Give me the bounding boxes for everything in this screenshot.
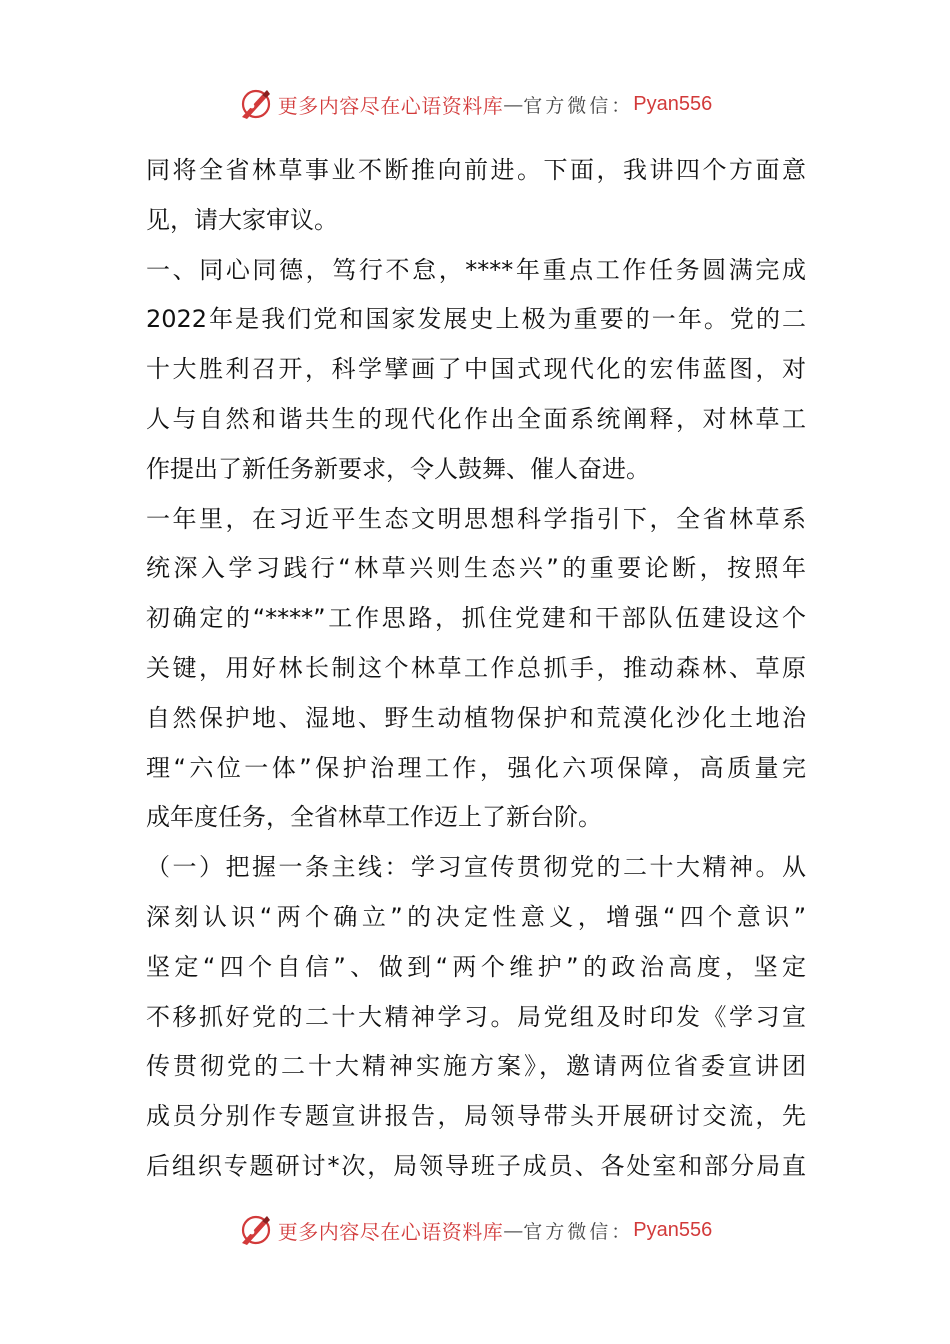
section-heading-1: 一、同心同德，笃行不怠，****年重点工作任务圆满完成	[146, 255, 806, 284]
body-line-16: 深刻认识“两个确立”的决定性意义，增强“四个意识”	[146, 902, 806, 931]
body-line-8: 一年里，在习近平生态文明思想科学指引下，全省林草系	[146, 504, 806, 533]
subsection-heading-1: （一）把握一条主线：学习宣传贯彻党的二十大精神。从	[146, 853, 806, 882]
banner-official-label: 官方微信：	[523, 94, 634, 117]
document-body	[146, 146, 806, 1192]
body-line-13: 理“六位一体”保护治理工作，强化六项保障，高质量完	[146, 753, 806, 782]
banner-site-name: 更多内容尽在心语资料库	[277, 93, 504, 118]
body-line-1: 同将全省林草事业不断推向前进。下面，我讲四个方面意	[146, 156, 806, 184]
banner-official-label: 官方微信：	[523, 1220, 634, 1243]
body-line-14: 成年度任务，全省林草工作迈上了新台阶。	[146, 803, 602, 832]
body-line-18: 不移抓好党的二十大精神学习。局党组及时印发《学习宣	[146, 1002, 806, 1031]
body-line-7: 作提出了新任务新要求，令人鼓舞、催人奋进。	[146, 454, 650, 483]
pen-circle-logo-icon	[238, 86, 274, 122]
body-line-10: 初确定的“****”工作思路，抓住党建和干部队伍建设这个	[146, 604, 806, 633]
banner-dash: —	[503, 1218, 524, 1242]
body-line-6: 人与自然和谐共生的现代化作出全面系统阐释，对林草工	[146, 404, 806, 433]
banner-wechat-id: Pyan556	[633, 1218, 713, 1241]
body-line-5: 十大胜利召开，科学擘画了中国式现代化的宏伟蓝图，对	[146, 355, 806, 384]
body-line-21: 后组织专题研讨*次，局领导班子成员、各处室和部分局直	[146, 1151, 806, 1180]
body-line-20: 成员分别作专题宣讲报告，局领导带头开展研讨交流，先	[146, 1102, 806, 1131]
body-line-17: 坚定“四个自信”、做到“两个维护”的政治高度，坚定	[146, 952, 806, 981]
body-line-19: 传贯彻党的二十大精神实施方案》，邀请两位省委宣讲团	[146, 1052, 806, 1081]
body-line-9: 统深入学习践行“林草兴则生态兴”的重要论断，按照年	[146, 554, 806, 583]
pen-circle-logo-icon	[238, 1212, 274, 1248]
banner-wechat-id: Pyan556	[633, 92, 713, 115]
footer-watermark-banner	[0, 1210, 950, 1250]
banner-site-name: 更多内容尽在心语资料库	[277, 1219, 504, 1244]
header-watermark-banner	[0, 84, 950, 124]
banner-dash: —	[503, 92, 524, 116]
body-line-11: 关键，用好林长制这个林草工作总抓手，推动森林、草原	[146, 653, 806, 682]
body-line-4: 2022年是我们党和国家发展史上极为重要的一年。党的二	[146, 305, 806, 334]
body-line-2: 见，请大家审议。	[146, 205, 338, 234]
body-line-12: 自然保护地、湿地、野生动植物保护和荒漠化沙化土地治	[146, 703, 806, 732]
